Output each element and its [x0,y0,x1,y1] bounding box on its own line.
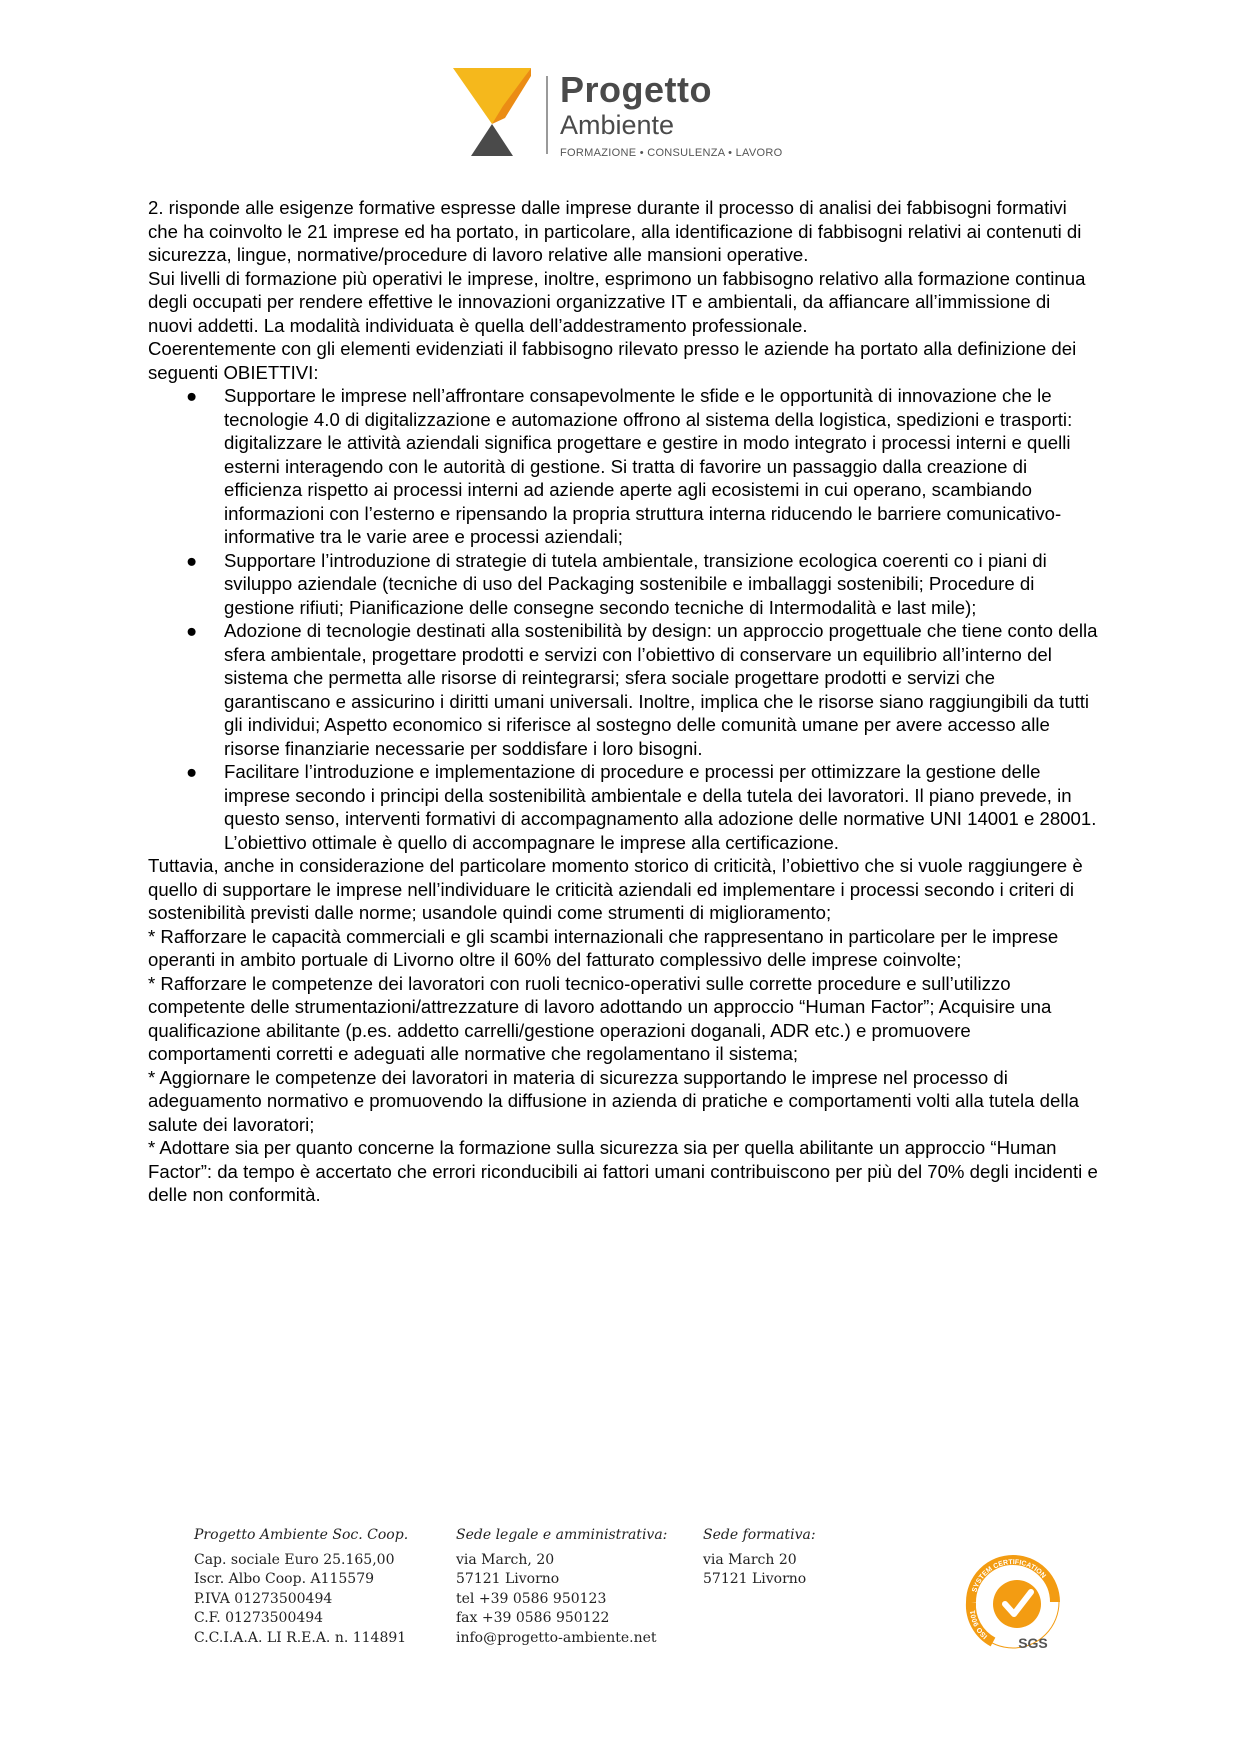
paragraph-1: 2. risponde alle esigenze formative espresse dalle imprese durante il processo di analisi dei fabbisogni formativi che ha coinvolto le 21 imprese ed ha portato, in particolare, alla identificazione di fabbisogni relativi ai contenuti di sicurezza, lingue, normative/procedure di lavoro relative alle mansioni operative. [148,197,1082,265]
footer-line: via March 20 [703,1551,797,1568]
list-item [148,549,1098,620]
footer-line: Iscr. Albo Coop. A115579 [194,1571,375,1587]
footer-line: 57121 Livorno [703,1571,807,1587]
cert-ring-text: SYSTEM CERTIFICATION [971,1558,1047,1594]
company-tagline: FORMAZIONE • CONSULENZA • LAVORO [560,147,783,159]
footer-line: C.F. 01273500494 [194,1610,324,1626]
footer-heading: Progetto Ambiente Soc. Coop. [194,1527,409,1543]
bullet-icon: ● [186,385,198,406]
footer-email-link[interactable]: info@progetto-ambiente.net [456,1629,657,1646]
cert-brand-text: SGS [1018,1635,1048,1651]
list-item [148,384,1098,549]
paragraph-5: * Rafforzare le capacità commerciali e gli scambi internazionali che rappresentano in particolare per le imprese operanti in ambito portuale di Livorno oltre il 60% del fatturato complessivo delle imprese coinvolte; [148,925,1059,970]
document-body [148,196,1098,1207]
objectives-list [148,384,1098,854]
company-name-sub: Ambiente [560,110,675,140]
paragraph-2: Sui livelli di formazione più operativi le imprese, inoltre, esprimono un fabbisogno relativo alla formazione continua degli occupati per rendere effettive le innovazioni organizzative IT e ambientali, da affiancare all’immissione di nuovi addetti. La modalità individuata è quella dell’addestramento professionale. [148,267,1086,336]
logo-divider [546,76,548,154]
footer-heading: Sede formativa: [703,1527,816,1543]
footer-training-office [703,1526,816,1590]
paragraph-8: * Adottare sia per quanto concerne la formazione sulla sicurezza sia per quella abilitante un approccio “Human Factor”: da tempo è accertato che errori riconducibili ai fattori umani contribuiscono per più del 70% degli incidenti e delle non conformità. [148,1137,1098,1205]
footer-phone: tel +39 0586 950123 [456,1590,607,1607]
list-item-text: Adozione di tecnologie destinati alla sostenibilità by design: un approccio progettuale che tiene conto della sfera ambientale, progettare prodotti e servizi con l’obiettivo di conservare un equilibrio all’interno del sistema che permetta alle risorse di reintegrarsi; sfera sociale progettare prodotti e servizi che garantiscano e assicurino i diritti umani universali. Inoltre, implica che le risorse siano raggiungibili da tutti gli individui; Aspetto economico si riferisce al sostegno delle comunità umane per avere accesso alle risorse finanziarie necessarie per soddisfare i loro bisogni. [224,620,1098,759]
list-item [148,619,1098,760]
footer-fax: fax +39 0586 950122 [456,1610,610,1626]
list-item-text: Supportare l’introduzione di strategie di tutela ambientale, transizione ecologica coerenti co i piani di sviluppo aziendale (tecniche di uso del Packaging sostenibile e imballaggi sostenibili; Procedure di gestione rifiuti; Pianificazione delle consegne secondo tecniche di Intermodalità e last mile); [224,549,1047,618]
iso-certification-seal-icon [963,1552,1063,1652]
company-logo-icon [453,66,531,158]
bullet-icon: ● [186,620,198,641]
list-item [148,760,1098,854]
bullet-icon: ● [186,761,198,782]
cert-standard-text: ISO 9001 [969,1609,990,1640]
list-item-text: Supportare le imprese nell’affrontare consapevolmente le sfide e le opportunità di innovazione che le tecnologie 4.0 di digitalizzazione e automazione offrono al sistema della logistica, spedizioni e trasporti: digitalizzare le attività aziendali significa progettare e gestire in modo integrato i processi interni e quelli esterni interagendo con le autorità di gestione. Si tratta di favorire un passaggio dalla creazione di efficienza rispetto ai processi interni ad aziende aperte agli ecosistemi in cui operano, scambiando informazioni con l’esterno e ripensando la propria struttura interna riducendo le barriere comunicativo-informative tra le varie aree e processi aziendali; [224,385,1073,547]
paragraph-3: Coerentemente con gli elementi evidenziati il fabbisogno rilevato presso le aziende ha portato alla definizione dei seguenti OBIETTIVI: [148,338,1077,383]
footer-line: C.C.I.A.A. LI R.E.A. n. 114891 [194,1629,407,1646]
footer-company-info [194,1526,408,1648]
footer-line: P.IVA 01273500494 [194,1590,333,1607]
letterhead [453,66,813,166]
footer-line: 57121 Livorno [456,1571,560,1587]
list-item-text: Facilitare l’introduzione e implementazione di procedure e processi per ottimizzare la gestione delle imprese secondo i principi della sostenibilità ambientale e della tutela dei lavoratori. Il piano prevede, in questo senso, interventi formativi di accompagnamento alla adozione delle normative UNI 14001 e 28001. L’obiettivo ottimale è quello di accompagnare le imprese alla certificazione. [224,761,1097,853]
company-name: Progetto [560,69,712,110]
footer-line: via March, 20 [456,1551,555,1568]
page-footer [0,1526,1241,1686]
paragraph-6: * Rafforzare le competenze dei lavoratori con ruoli tecnico-operativi sulle corrette procedure e sull’utilizzo competente delle strumentazioni/attrezzature di lavoro adottando un approccio “Human Factor”; Acquisire una qualificazione abilitante (p.es. addetto carrelli/gestione operazioni doganali, ADR etc.) e promuovere comportamenti corretti e adeguati alle normative che regolamentano il sistema; [148,972,1052,1064]
paragraph-7: * Aggiornare le competenze dei lavoratori in materia di sicurezza supportando le imprese nel processo di adeguamento normativo e promuovendo la diffusione in azienda di pratiche e comportamenti volti alla tutela della salute dei lavoratori; [148,1066,1079,1135]
footer-legal-office [456,1526,667,1648]
paragraph-4: Tuttavia, anche in considerazione del particolare momento storico di criticità, l’obiettivo che si vuole raggiungere è quello di supportare le imprese nell’individuare le criticità aziendali ed implementare i processi secondo i criteri di sostenibilità previsti dalle norme; usandole quindi come strumenti di miglioramento; [148,855,1083,923]
bullet-icon: ● [186,549,198,571]
footer-heading: Sede legale e amministrativa: [456,1527,668,1543]
footer-line: Cap. sociale Euro 25.165,00 [194,1551,395,1568]
